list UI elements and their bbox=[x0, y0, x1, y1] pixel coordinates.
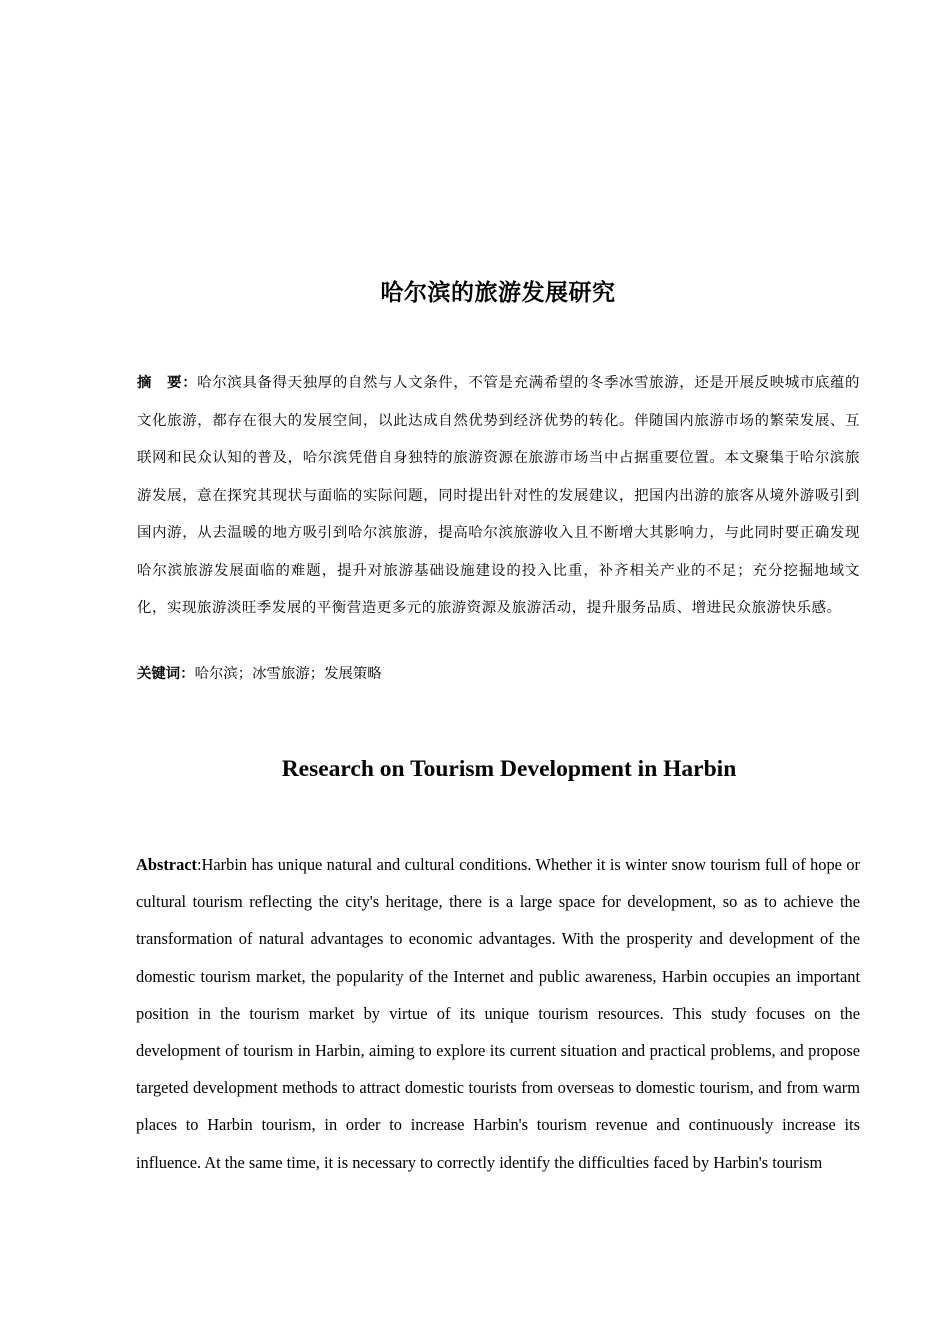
chinese-keywords-label: 关键词： bbox=[137, 665, 195, 682]
chinese-abstract bbox=[137, 364, 860, 628]
english-title: Research on Tourism Development in Harbin bbox=[281, 756, 737, 782]
chinese-keywords-text: 哈尔滨；冰雪旅游；发展策略 bbox=[194, 666, 382, 682]
chinese-keywords bbox=[137, 660, 860, 688]
english-abstract-label: Abstract bbox=[136, 855, 197, 874]
chinese-title: 哈尔滨的旅游发展研究 bbox=[380, 280, 616, 306]
english-abstract bbox=[136, 846, 860, 1181]
english-abstract-text: :Harbin has unique natural and cultural conditions. Whether it is winter snow tourism full of hope or cultural tourism reflecting the city's heritage, there is a large space for development, so as to achieve the transformation of natural advantages to economic advantages. With the prosperity and development of the domestic tourism market, the popularity of the Internet and public awareness, Harbin occupies an important position in the tourism market by virtue of its unique tourism resources. This study focuses on the development of tourism in Harbin, aiming to explore its current situation and practical problems, and propose targeted development methods to attract domestic tourists from overseas to domestic tourism, and from warm places to Harbin tourism, in order to increase Harbin's tourism revenue and continuously increase its influence. At the same time, it is necessary to correctly identify the difficulties faced by Harbin's tourism bbox=[136, 855, 860, 1172]
chinese-abstract-label: 摘 要： bbox=[137, 374, 198, 391]
chinese-abstract-text: 哈尔滨具备得天独厚的自然与人文条件，不管是充满希望的冬季冰雪旅游，还是开展反映城市底蕴的文化旅游，都存在很大的发展空间，以此达成自然优势到经济优势的转化。伴随国内旅游市场的繁荣发展、互联网和民众认知的普及，哈尔滨凭借自身独特的旅游资源在旅游市场当中占据重要位置。本文聚集于哈尔滨旅游发展，意在探究其现状与面临的实际问题，同时提出针对性的发展建议，把国内出游的旅客从境外游吸引到国内游，从去温暖的地方吸引到哈尔滨旅游，提高哈尔滨旅游收入且不断增大其影响力，与此同时要正确发现哈尔滨旅游发展面临的难题，提升对旅游基础设施建设的投入比重，补齐相关产业的不足；充分挖掘地域文化，实现旅游淡旺季发展的平衡营造更多元的旅游资源及旅游活动，提升服务品质、增进民众旅游快乐感。 bbox=[137, 375, 861, 616]
